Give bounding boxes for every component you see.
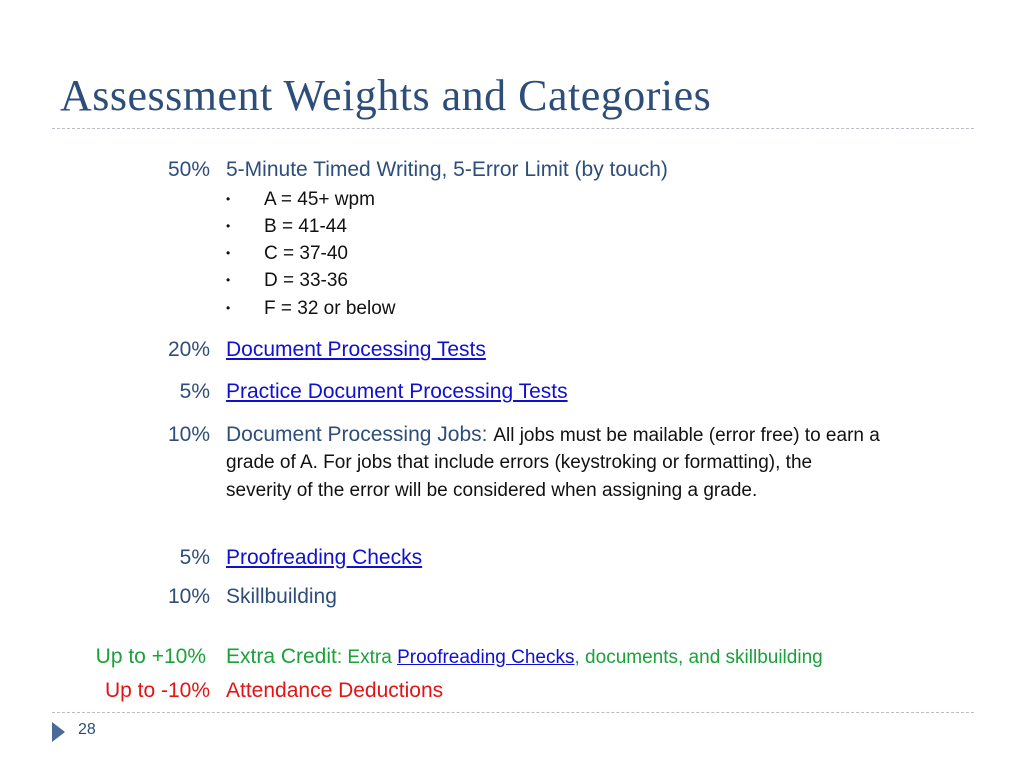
extra-credit-label: Extra Credit [226,645,337,668]
doc-jobs-desc-line3: severity of the error will be considered when assigning a grade. [226,480,758,501]
timed-writing-label: 5-Minute Timed Writing, 5-Error Limit (by touch) [226,158,668,181]
bullet-dot-icon: • [226,273,231,287]
extra-credit-block [226,644,823,671]
attendance-label: Attendance Deductions [226,679,444,702]
bullet-dot-icon: • [226,219,231,233]
extra-credit-suffix: , documents, and skillbuilding [574,647,823,668]
practice-tests-percent: 5% [179,380,210,403]
doc-jobs-block [226,422,966,505]
footer-divider [52,712,974,713]
extra-credit-percent: Up to +10% [95,645,206,668]
attendance-percent: Up to -10% [104,679,210,702]
page-number: 28 [78,721,96,738]
timed-writing-percent: 50% [167,158,210,181]
skillbuilding-percent: 10% [167,585,210,608]
skillbuilding-label: Skillbuilding [226,585,337,608]
doc-tests-link[interactable]: Document Processing Tests [226,338,486,361]
extra-proofreading-link[interactable]: Proofreading Checks [397,647,575,668]
grade-text: A = 45+ wpm [264,189,375,210]
doc-jobs-desc-line1: All jobs must be mailable (error free) to earn a [493,425,880,446]
extra-credit-prefix: : Extra [336,647,398,668]
grade-text: F = 32 or below [264,298,396,319]
title-divider [52,128,974,129]
doc-jobs-desc-line2: grade of A. For jobs that include errors (keystroking or formatting), the [226,452,813,473]
doc-tests-percent: 20% [167,338,210,361]
slide-title: Assessment Weights and Categories [60,71,712,120]
grade-text: D = 33-36 [264,270,348,291]
proofreading-link[interactable]: Proofreading Checks [226,546,423,569]
grade-text: C = 37-40 [264,243,348,264]
triangle-bullet-icon [52,722,65,742]
bullet-dot-icon: • [226,301,231,315]
proofreading-percent: 5% [179,546,210,569]
bullet-dot-icon: • [226,246,231,260]
bullet-dot-icon: • [226,192,231,206]
doc-jobs-percent: 10% [167,423,210,446]
doc-jobs-label: Document Processing Jobs: [226,423,488,446]
practice-tests-link[interactable]: Practice Document Processing Tests [226,380,568,403]
grade-text: B = 41-44 [264,216,347,237]
